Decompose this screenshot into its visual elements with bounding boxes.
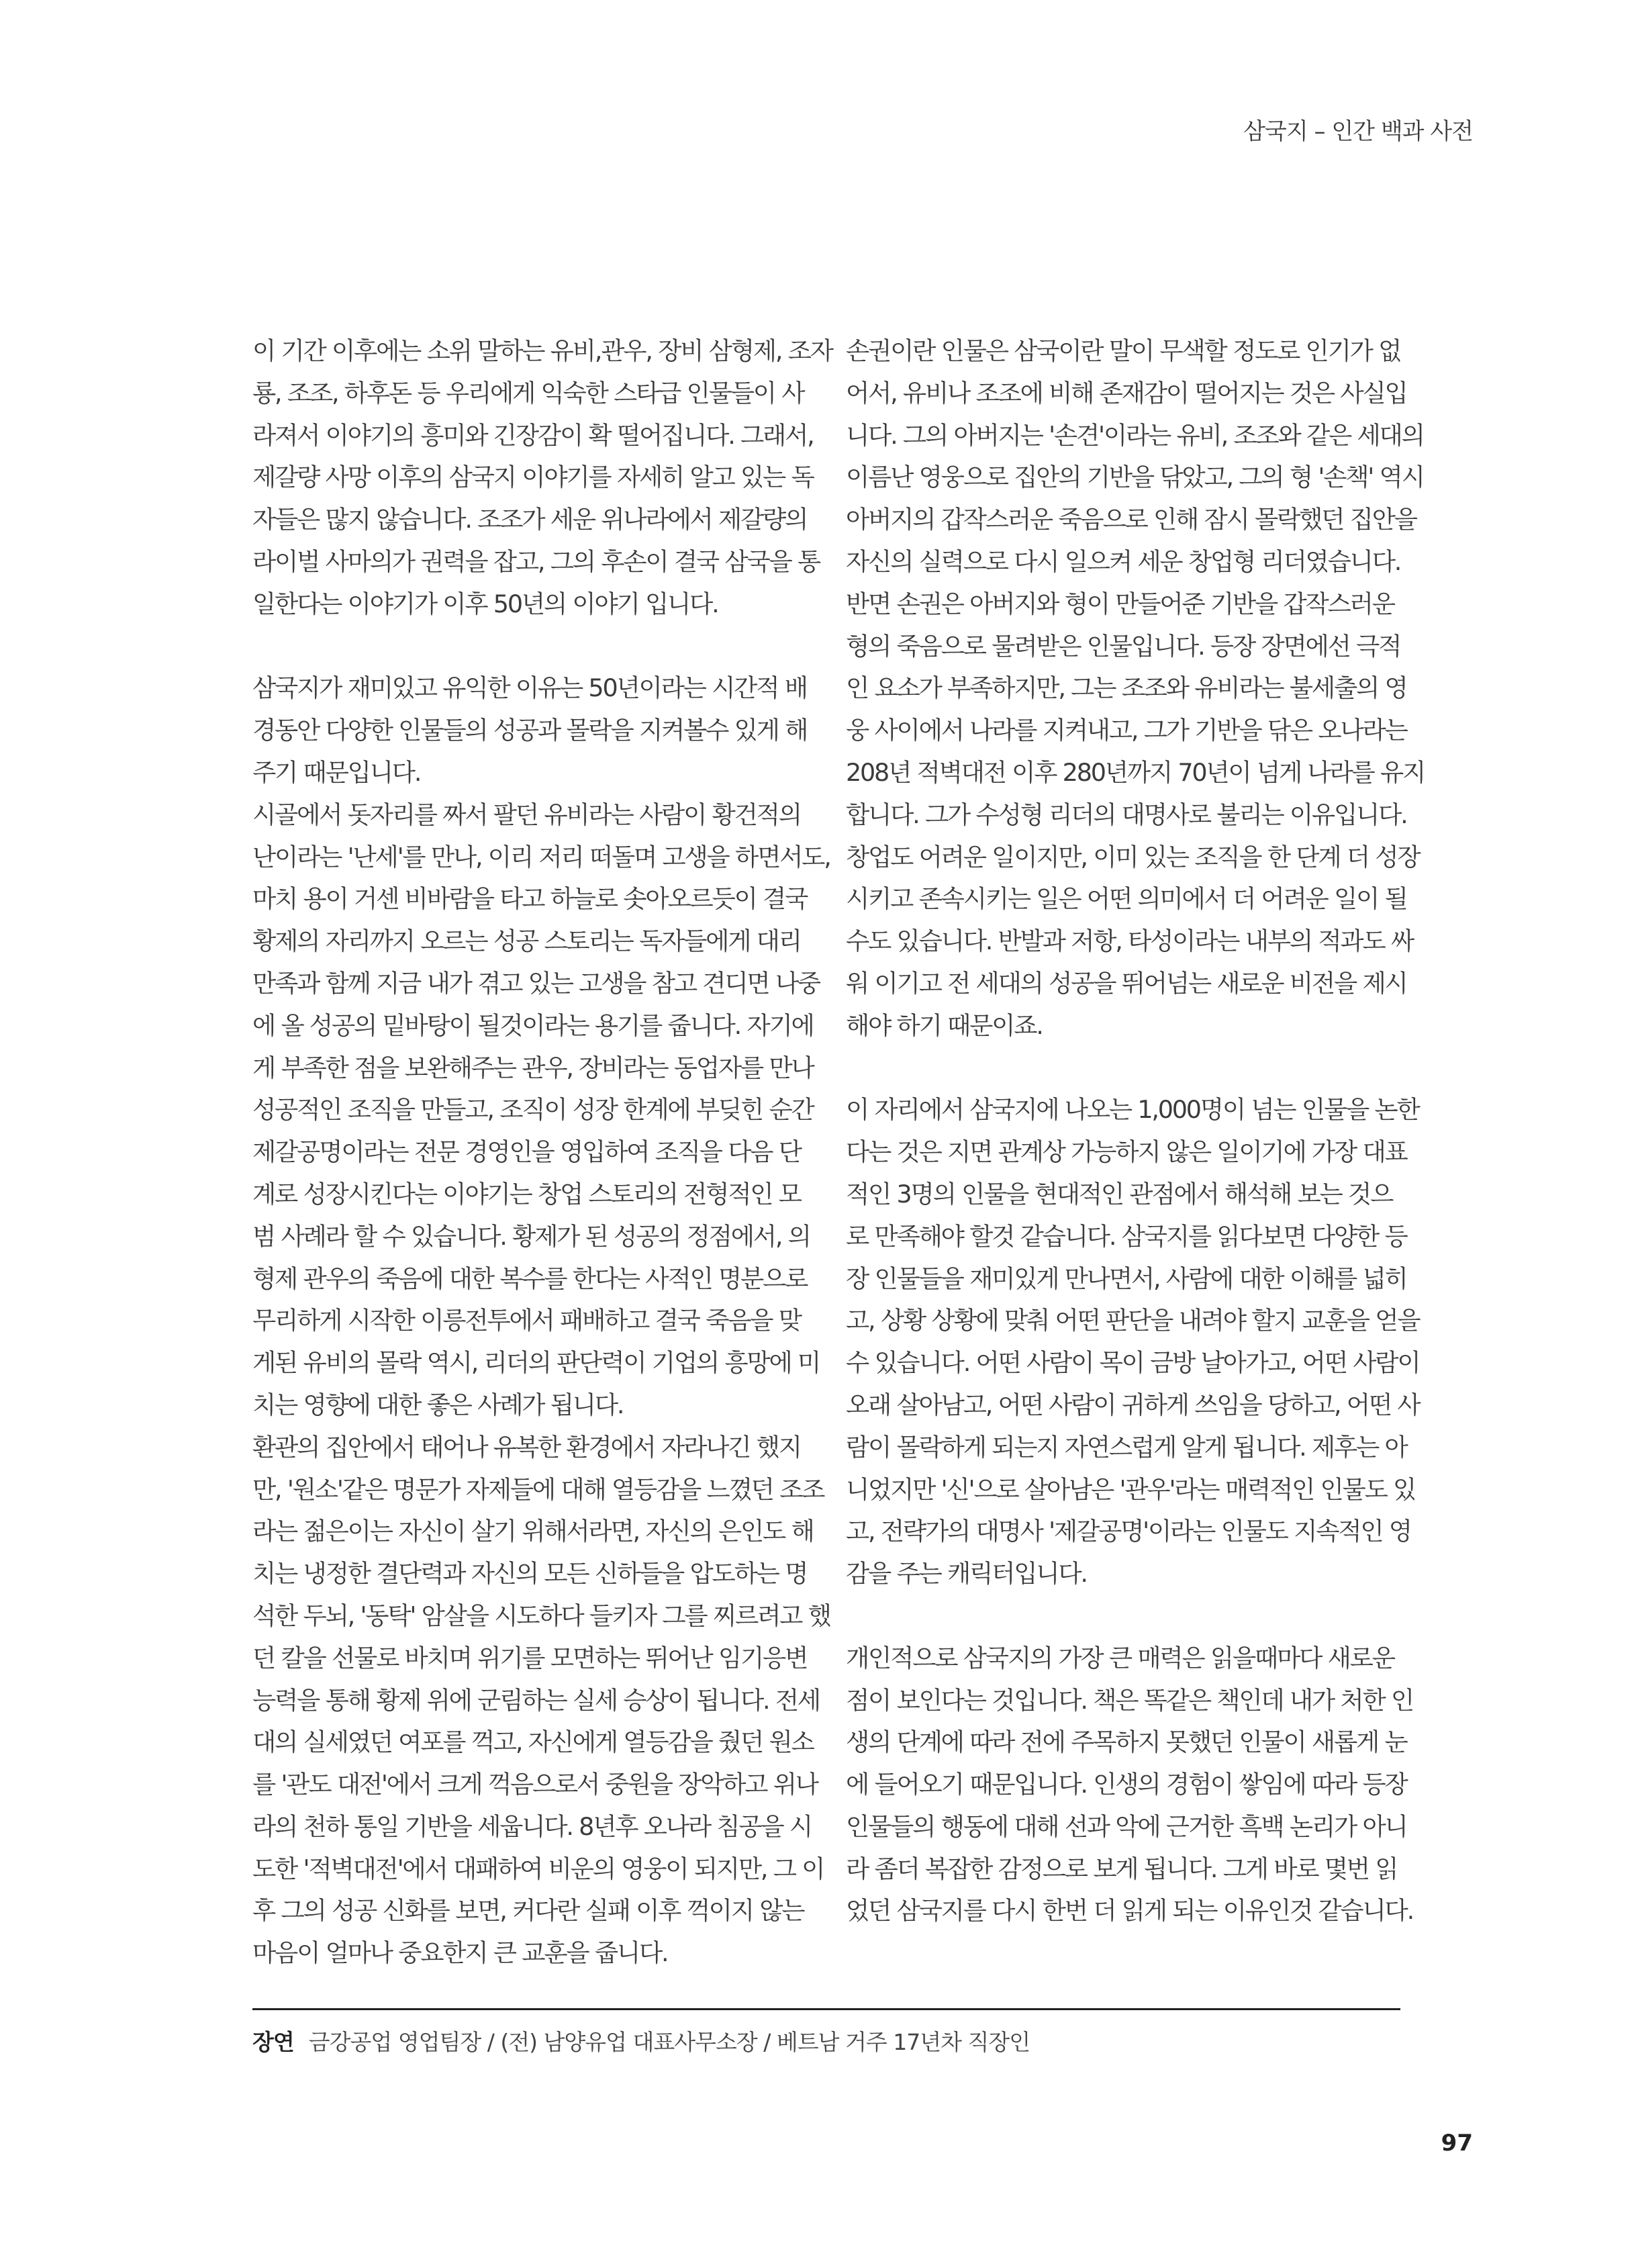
text-line: 라져서 이야기의 흥미와 긴장감이 확 떨어집니다. 그래서, [252, 420, 814, 450]
text-line: 아버지의 갑작스러운 죽음으로 인해 잠시 몰락했던 집안을 [846, 505, 1416, 534]
author-name: 장연 [252, 2029, 294, 2055]
text-line: 능력을 통해 황제 위에 군림하는 실세 승상이 됩니다. 전세 [252, 1685, 820, 1715]
text-line: 경동안 다양한 인물들의 성공과 몰락을 지켜볼수 있게 해 [252, 716, 808, 745]
text-line: 인물들의 행동에 대해 선과 악에 근거한 흑백 논리가 아니 [846, 1811, 1407, 1841]
text-line: 고, 상황 상황에 맞춰 어떤 판단을 내려야 할지 교훈을 얻을 [846, 1306, 1420, 1335]
right-column [846, 330, 1437, 1932]
text-line: 점이 보인다는 것입니다. 책은 똑같은 책인데 내가 처한 인 [846, 1685, 1413, 1715]
text-line: 도한 '적벽대전'에서 대패하여 비운의 영웅이 되지만, 그 이 [252, 1854, 824, 1883]
text-line: 라이벌 사마의가 권력을 잡고, 그의 후손이 결국 삼국을 통 [252, 547, 820, 576]
text-line: 범 사례라 할 수 있습니다. 황제가 된 성공의 정점에서, 의 [252, 1221, 810, 1251]
text-line: 워 이기고 전 세대의 성공을 뛰어넘는 새로운 비전을 제시 [846, 968, 1407, 998]
text-line: 오래 살아남고, 어떤 사람이 귀하게 쓰임을 당하고, 어떤 사 [846, 1390, 1420, 1419]
text-line: 형제 관우의 죽음에 대한 복수를 한다는 사적인 명분으로 [252, 1264, 808, 1293]
text-line: 환관의 집안에서 태어나 유복한 환경에서 자라나긴 했지 [252, 1432, 801, 1462]
text-line: 마치 용이 거센 비바람을 타고 하늘로 솟아오르듯이 결국 [252, 884, 808, 914]
text-line: 감을 주는 캐릭터입니다. [846, 1559, 1087, 1589]
text-line: 반면 손권은 아버지와 형이 만들어준 기반을 갑작스러운 [846, 589, 1394, 618]
text-line: 형의 죽음으로 물려받은 인물입니다. 등장 장면에선 극적 [846, 631, 1401, 661]
text-line: 후 그의 성공 신화를 보면, 커다란 실패 이후 꺽이지 않는 [252, 1896, 804, 1926]
text-line: 니었지만 '신'으로 살아남은 '관우'라는 매력적인 인물도 있 [846, 1474, 1416, 1504]
text-line: 수 있습니다. 어떤 사람이 목이 금방 날아가고, 어떤 사람이 [846, 1348, 1420, 1378]
author-bio: 금강공업 영업팀장 / (전) 남양유업 대표사무소장 / 베트남 거주 17년차 직장인 [308, 2029, 1030, 2055]
left-column [252, 330, 843, 1975]
text-line: 이름난 영웅으로 집안의 기반을 닦았고, 그의 형 '손책' 역시 [846, 463, 1424, 492]
text-line: 일한다는 이야기가 이후 50년의 이야기 입니다. [252, 589, 718, 618]
text-line: 람이 몰락하게 되는지 자연스럽게 알게 됩니다. 제후는 아 [846, 1432, 1407, 1462]
text-line: 게 부족한 점을 보완해주는 관우, 장비라는 동업자를 만나 [252, 1053, 814, 1082]
text-line: 성공적인 조직을 만들고, 조직이 성장 한계에 부딪힌 순간 [252, 1095, 814, 1125]
author-line [252, 2025, 1030, 2057]
text-line: 라의 천하 통일 기반을 세웁니다. 8년후 오나라 침공을 시 [252, 1811, 812, 1841]
text-line: 삼국지가 재미있고 유익한 이유는 50년이라는 시간적 배 [252, 673, 807, 703]
text-line: 무리하게 시작한 이릉전투에서 패배하고 결국 죽음을 맞 [252, 1306, 801, 1335]
text-line: 니다. 그의 아버지는 '손견'이라는 유비, 조조와 같은 세대의 [846, 420, 1424, 450]
text-line: 마음이 얼마나 중요한지 큰 교훈을 줍니다. [252, 1938, 668, 1968]
text-line: 장 인물들을 재미있게 만나면서, 사람에 대한 이해를 넓히 [846, 1264, 1407, 1293]
text-line: 만족과 함께 지금 내가 겪고 있는 고생을 참고 견디면 나중 [252, 968, 820, 998]
text-line: 창업도 어려운 일이지만, 이미 있는 조직을 한 단계 더 성장 [846, 842, 1420, 871]
text-line: 제갈량 사망 이후의 삼국지 이야기를 자세히 알고 있는 독 [252, 463, 814, 492]
text-line: 이 자리에서 삼국지에 나오는 1,000명이 넘는 인물을 논한 [846, 1095, 1419, 1125]
text-line: 적인 3명의 인물을 현대적인 관점에서 해석해 보는 것으 [846, 1179, 1393, 1209]
text-line: 라는 젊은이는 자신이 살기 위해서라면, 자신의 은인도 해 [252, 1517, 814, 1546]
text-line: 석한 두뇌, '동탁' 암살을 시도하다 들키자 그를 찌르려고 했 [252, 1601, 830, 1630]
text-line: 제갈공명이라는 전문 경영인을 영입하여 조직을 다음 단 [252, 1137, 801, 1167]
text-line: 어서, 유비나 조조에 비해 존재감이 떨어지는 것은 사실입 [846, 378, 1407, 408]
text-line: 개인적으로 삼국지의 가장 큰 매력은 읽을때마다 새로운 [846, 1643, 1394, 1672]
text-line: 인 요소가 부족하지만, 그는 조조와 유비라는 불세출의 영 [846, 673, 1407, 703]
text-line: 대의 실세였던 여포를 꺽고, 자신에게 열등감을 줬던 원소 [252, 1728, 814, 1757]
text-line: 다는 것은 지면 관계상 가능하지 않은 일이기에 가장 대표 [846, 1137, 1407, 1167]
text-line: 합니다. 그가 수성형 리더의 대명사로 불리는 이유입니다. [846, 800, 1407, 829]
text-line: 자들은 많지 않습니다. 조조가 세운 위나라에서 제갈량의 [252, 505, 808, 534]
text-line: 치는 영향에 대한 좋은 사례가 됩니다. [252, 1390, 624, 1419]
text-line: 계로 성장시킨다는 이야기는 창업 스토리의 전형적인 모 [252, 1179, 801, 1209]
footer-rule [252, 2008, 1400, 2010]
text-line: 생의 단계에 따라 전에 주목하지 못했던 인물이 새롭게 눈 [846, 1728, 1407, 1757]
text-line: 에 올 성공의 밑바탕이 될것이라는 용기를 줍니다. 자기에 [252, 1010, 814, 1040]
text-line: 수도 있습니다. 반발과 저항, 타성이라는 내부의 적과도 싸 [846, 927, 1413, 956]
running-head: 삼국지 – 인간 백과 사전 [1243, 118, 1473, 145]
text-line: 시키고 존속시키는 일은 어떤 의미에서 더 어려운 일이 될 [846, 884, 1407, 914]
paragraph-gap [846, 1595, 1437, 1638]
paragraph-gap [252, 626, 843, 668]
text-line: 이 기간 이후에는 소위 말하는 유비,관우, 장비 삼형제, 조자 [252, 336, 832, 365]
text-line: 자신의 실력으로 다시 일으켜 세운 창업형 리더였습니다. [846, 547, 1401, 576]
text-line: 만, '원소'같은 명문가 자제들에 대해 열등감을 느꼈던 조조 [252, 1474, 824, 1504]
text-line: 치는 냉정한 결단력과 자신의 모든 신하들을 압도하는 명 [252, 1559, 808, 1589]
text-line: 208년 적벽대전 이후 280년까지 70년이 넘게 나라를 유지 [846, 757, 1425, 787]
text-line: 로 만족해야 할것 같습니다. 삼국지를 읽다보면 다양한 등 [846, 1221, 1407, 1251]
text-line: 라 좀더 복잡한 감정으로 보게 됩니다. 그게 바로 몇번 읽 [846, 1854, 1398, 1883]
text-line: 에 들어오기 때문입니다. 인생의 경험이 쌓임에 따라 등장 [846, 1770, 1407, 1799]
text-line: 손권이란 인물은 삼국이란 말이 무색할 정도로 인기가 없 [846, 336, 1401, 365]
text-line: 룡, 조조, 하후돈 등 우리에게 익숙한 스타급 인물들이 사 [252, 378, 804, 408]
text-line: 해야 하기 때문이죠. [846, 1010, 1043, 1040]
paragraph-gap [846, 1047, 1437, 1090]
text-line: 시골에서 돗자리를 짜서 팔던 유비라는 사람이 황건적의 [252, 800, 801, 829]
text-line: 황제의 자리까지 오르는 성공 스토리는 독자들에게 대리 [252, 927, 801, 956]
text-line: 게된 유비의 몰락 역시, 리더의 판단력이 기업의 흥망에 미 [252, 1348, 820, 1378]
text-line: 난이라는 '난세'를 만나, 이리 저리 떠돌며 고생을 하면서도, [252, 842, 830, 871]
text-line: 던 칼을 선물로 바치며 위기를 모면하는 뛰어난 임기응변 [252, 1643, 808, 1672]
text-line: 었던 삼국지를 다시 한번 더 읽게 되는 이유인것 같습니다. [846, 1896, 1413, 1926]
page-number: 97 [1441, 2130, 1473, 2157]
text-line: 주기 때문입니다. [252, 757, 421, 787]
text-line: 고, 전략가의 대명사 '제갈공명'이라는 인물도 지속적인 영 [846, 1517, 1411, 1546]
text-line: 를 '관도 대전'에서 크게 꺽음으로서 중원을 장악하고 위나 [252, 1770, 818, 1799]
text-line: 웅 사이에서 나라를 지켜내고, 그가 기반을 닦은 오나라는 [846, 716, 1407, 745]
